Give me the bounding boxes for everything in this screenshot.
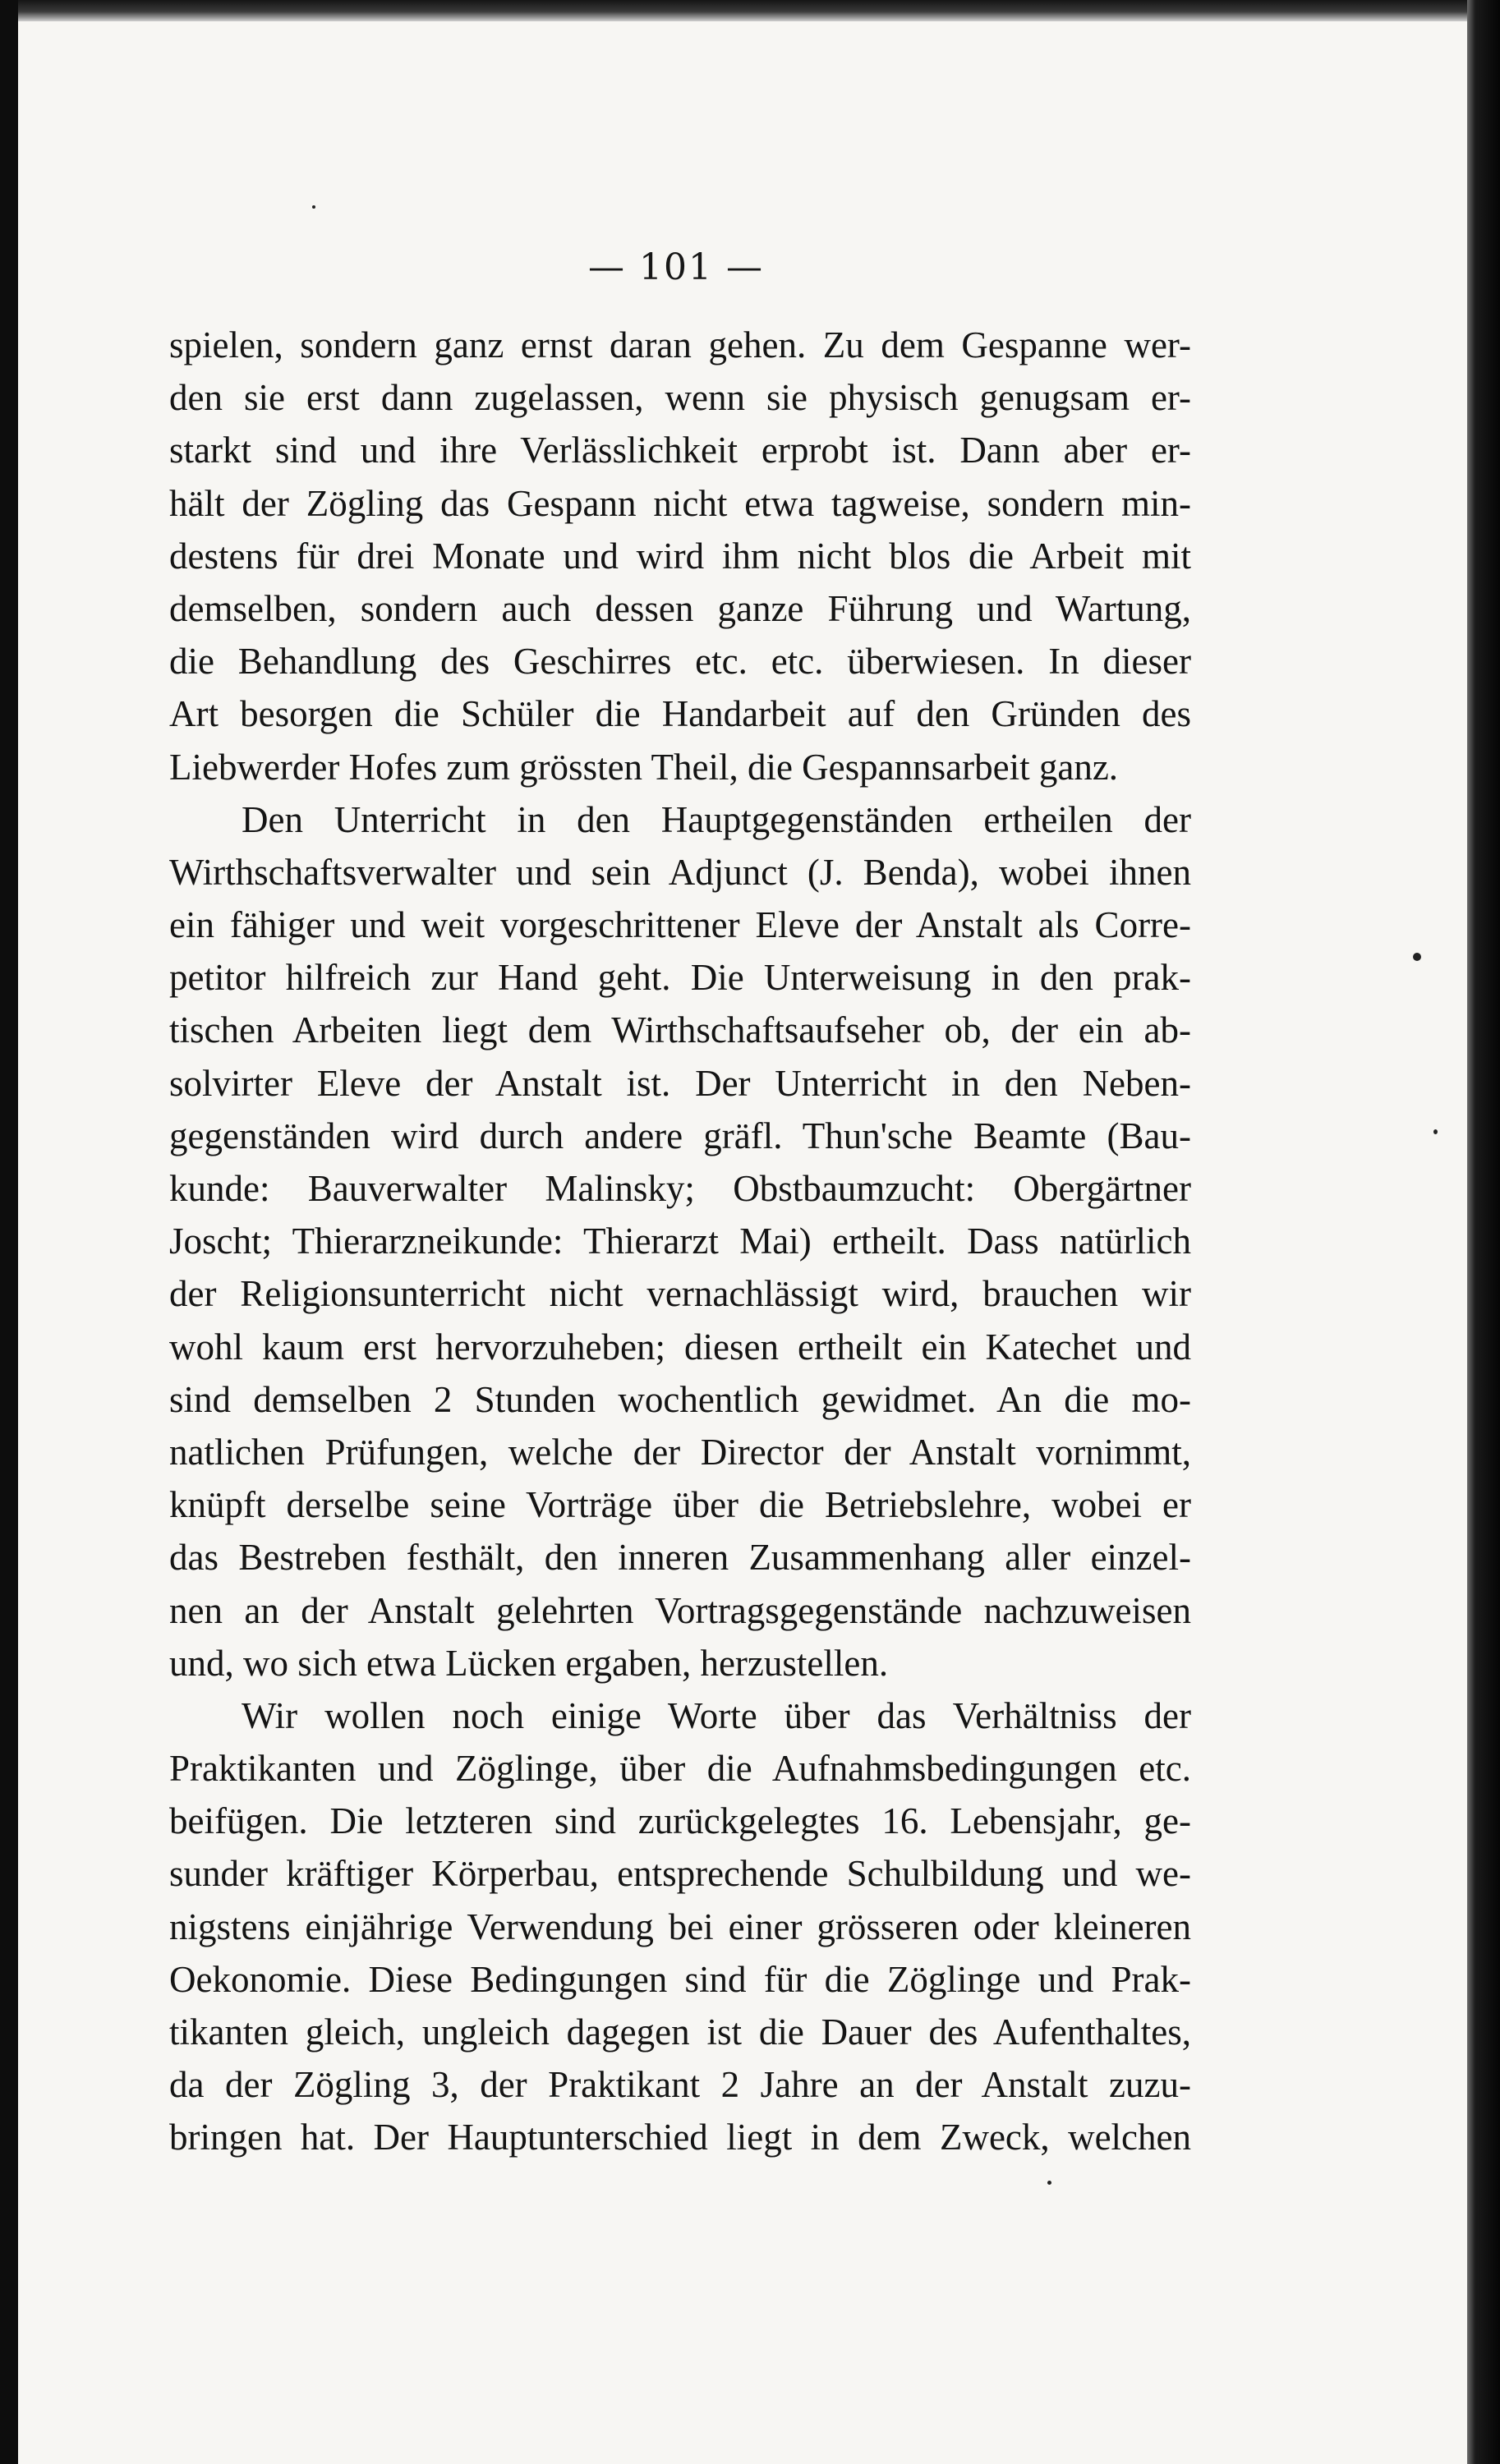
text-line: nigstens einjährige Verwendung bei einer grösseren oder kleineren <box>169 1905 1191 1947</box>
text-line: da der Zögling 3, der Praktikant 2 Jahre an der Anstalt zuzu- <box>169 2064 1191 2106</box>
text-line: natlichen Prüfungen, welche der Director der Anstalt vornimmt, <box>169 1431 1191 1473</box>
dust-speck <box>1413 953 1421 961</box>
text-line: die Behandlung des Geschirres etc. etc. überwiesen. In dieser <box>169 641 1191 683</box>
text-line: solvirter Eleve der Anstalt ist. Der Unterricht in den Neben- <box>169 1062 1191 1104</box>
text-line: destens für drei Monate und wird ihm nicht blos die Arbeit mit <box>169 535 1191 577</box>
text-line: das Bestreben festhält, den inneren Zusammenhang aller einzel- <box>169 1537 1191 1579</box>
text-line: sunder kräftiger Körperbau, entsprechende Schulbildung und we- <box>169 1853 1191 1895</box>
text-line: knüpft derselbe seine Vorträge über die Betriebslehre, wobei er <box>169 1484 1191 1526</box>
text-line: Liebwerder Hofes zum grössten Theil, die Gespannsarbeit ganz. <box>169 746 1119 788</box>
text-line: wohl kaum erst hervorzuheben; diesen ertheilt ein Katechet und <box>169 1326 1191 1368</box>
text-line: ein fähiger und weit vorgeschrittener Eleve der Anstalt als Corre- <box>169 904 1191 946</box>
text-line: Oekonomie. Diese Bedingungen sind für die Zöglinge und Prak- <box>169 1958 1191 2000</box>
text-line: starkt sind und ihre Verlässlichkeit erprobt ist. Dann aber er- <box>169 430 1191 471</box>
paragraph-start-line: Wir wollen noch einige Worte über das Verhältniss der <box>242 1694 1191 1736</box>
scan-right-edge <box>1467 0 1500 2464</box>
text-line: den sie erst dann zugelassen, wenn sie physisch genugsam er- <box>169 377 1191 419</box>
dust-speck <box>312 205 315 209</box>
text-line: Joscht; Thierarzneikunde: Thierarzt Mai) ertheilt. Dass natürlich <box>169 1221 1191 1262</box>
text-line: Wirthschaftsverwalter und sein Adjunct (J. Benda), wobei ihnen <box>169 851 1191 893</box>
body-text <box>169 319 1191 2164</box>
text-line: sind demselben 2 Stunden wochentlich gewidmet. An die mo- <box>169 1378 1191 1420</box>
scan-top-edge <box>0 0 1500 21</box>
text-line: tikanten gleich, ungleich dagegen ist die Dauer des Aufenthaltes, <box>169 2011 1191 2053</box>
text-line: beifügen. Die letzteren sind zurückgelegtes 16. Lebensjahr, ge- <box>169 1800 1191 1842</box>
dust-speck <box>1047 2181 1051 2185</box>
text-line: bringen hat. Der Hauptunterschied liegt in dem Zweck, welchen <box>169 2117 1191 2158</box>
text-line: gegenständen wird durch andere gräfl. Thun'sche Beamte (Bau- <box>169 1115 1191 1156</box>
text-line: Praktikanten und Zöglinge, über die Aufnahmsbedingungen etc. <box>169 1748 1191 1790</box>
text-line: petitor hilfreich zur Hand geht. Die Unterweisung in den prak- <box>169 957 1191 999</box>
paragraph-start-line: Den Unterricht in den Hauptgegenständen ertheilen der <box>242 798 1191 840</box>
text-line: und, wo sich etwa Lücken ergaben, herzustellen. <box>169 1642 889 1684</box>
scan-left-edge <box>0 0 18 2464</box>
text-line: spielen, sondern ganz ernst daran gehen. Zu dem Gespanne wer- <box>169 324 1191 365</box>
text-line: Art besorgen die Schüler die Handarbeit auf den Gründen des <box>169 693 1191 735</box>
text-line: der Religionsunterricht nicht vernachlässigt wird, brauchen wir <box>169 1273 1191 1315</box>
page-number: — 101 — <box>588 246 764 288</box>
text-line: demselben, sondern auch dessen ganze Führung und Wartung, <box>169 587 1191 629</box>
text-line: hält der Zögling das Gespann nicht etwa tagweise, sondern min- <box>169 482 1191 524</box>
dust-speck <box>1433 1129 1438 1134</box>
text-line: kunde: Bauverwalter Malinsky; Obstbaumzucht: Obergärtner <box>169 1168 1191 1209</box>
text-line: nen an der Anstalt gelehrten Vortragsgegenstände nachzuweisen <box>169 1589 1191 1631</box>
text-line: tischen Arbeiten liegt dem Wirthschaftsaufseher ob, der ein ab- <box>169 1009 1191 1051</box>
